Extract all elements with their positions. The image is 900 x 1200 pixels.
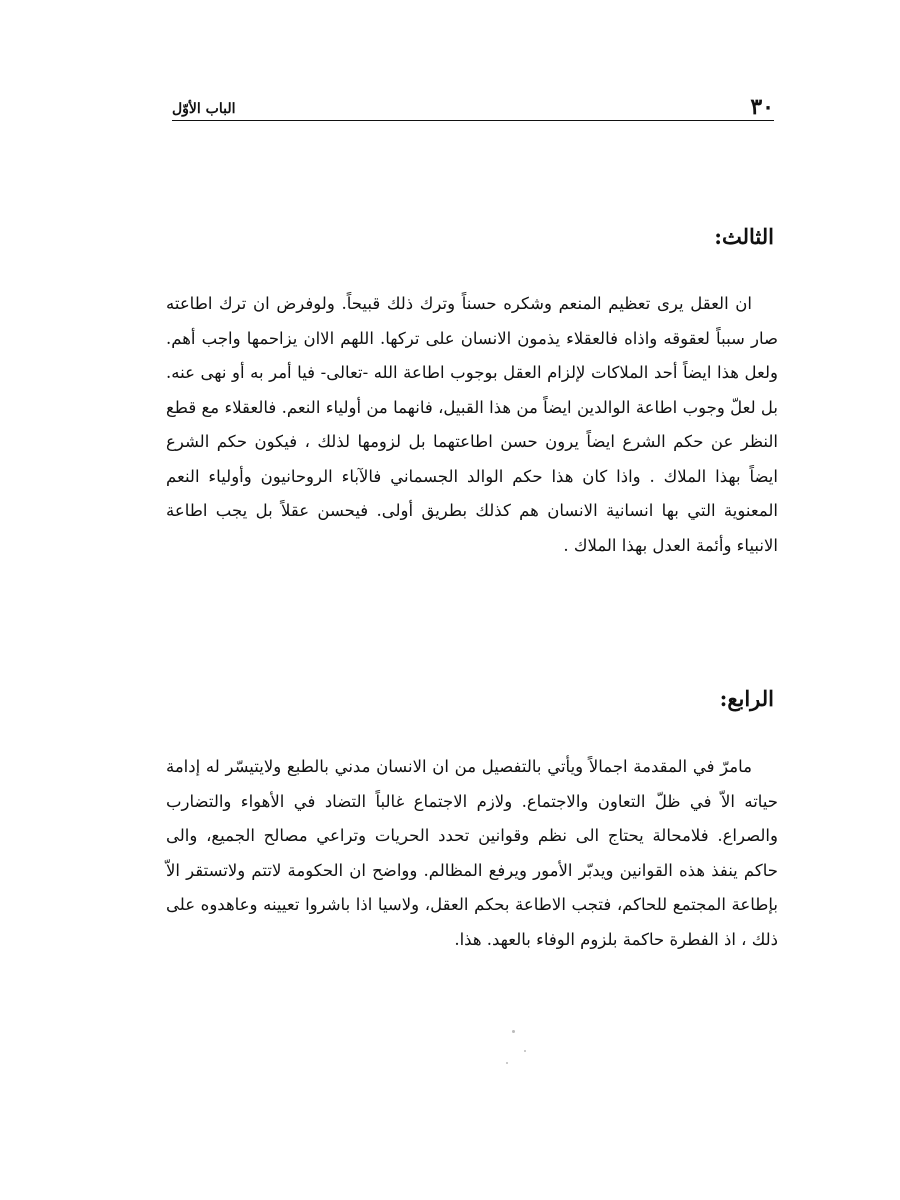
running-header	[172, 84, 774, 118]
scan-speck	[506, 1062, 508, 1064]
section-paragraph-third: ان العقل يرى تعظيم المنعم وشكره حسناً وترك ذلك قبيحاً. ولوفرض ان ترك اطاعته صار سبباً لعقوقه واذاه فالعقلاء يذمون الانسان على تركها. اللهم الاان يزاحمها واجب أهم. ولعل هذا ايضاً أحد الملاكات لإلزام العقل بوجوب اطاعة الله -تعالى- فيا أمر به أو نهى عنه. بل لعلّ وجوب اطاعة الوالدين ايضاً من هذا القبيل، فانهما من أولياء النعم. فالعقلاء مع قطع النظر عن حكم الشرع ايضاً يرون حسن اطاعتهما بل لزومها لذلك ، فيكون حكم الشرع ايضاً بهذا الملاك . واذا كان هذا حكم الوالد الجسماني فالآباء الروحانيون وأولياء النعم المعنوية التي بها انسانية الانسان هم كذلك بطريق أولى. فيحسن عقلاً بل يجب اطاعة الانبياء وأئمة العدل بهذا الملاك .	[166, 294, 778, 555]
section-heading-fourth: الرابع:	[719, 686, 774, 711]
section-body-third	[166, 287, 778, 563]
page-number: ٣٠	[750, 94, 774, 120]
section-heading-third: الثالث:	[714, 224, 774, 249]
section-paragraph-fourth: مامرّ في المقدمة اجمالاً ويأتي بالتفصيل من ان الانسان مدني بالطبع ولايتيسّر له إدامة حياته الاّ في ظلّ التعاون والاجتماع. ولازم الاجتماع غالباً التضاد في الأهواء والتضارب والصراع. فلامحالة يحتاج الى نظم وقوانين تحدد الحريات وتراعي مصالح الجميع، والى حاكم ينفذ هذه القوانين ويدبّر الأمور ويرفع المظالم. وواضح ان الحكومة لاتتم ولاتستقر الاّ بإطاعة المجتمع للحاكم، فتجب الاطاعة بحكم العقل، ولاسيا اذا باشروا تعيينه وعاهدوه على ذلك ، اذ الفطرة حاكمة بلزوم الوفاء بالعهد. هذا.	[166, 757, 778, 949]
chapter-title: الباب الأوّل	[172, 101, 236, 117]
scan-speck	[524, 1050, 526, 1052]
scan-speck	[512, 1030, 515, 1033]
header-divider	[172, 120, 774, 121]
section-body-fourth	[166, 750, 778, 957]
